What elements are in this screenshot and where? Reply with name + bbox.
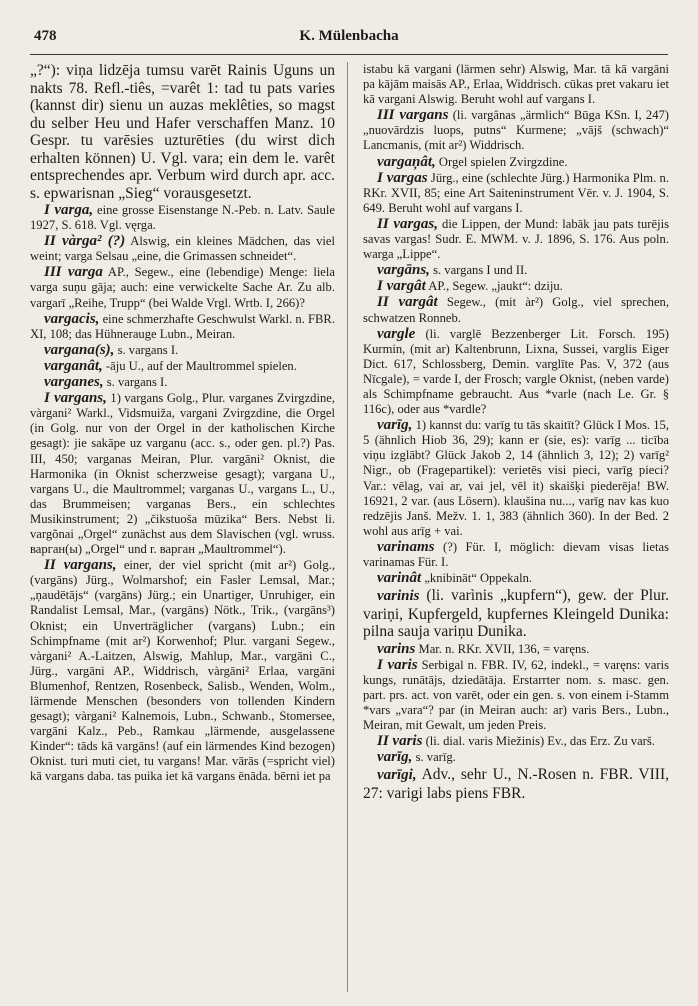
dictionary-entry [363, 263, 669, 278]
dictionary-entry [363, 108, 669, 153]
entry-headword: vargaņât, [377, 153, 436, 170]
dictionary-entry [363, 734, 669, 749]
entry-headword: varīgi, [377, 767, 417, 784]
entry-text: Jürg., eine (schlechte Jürg.) Harmonika Plm. n. RKr. XVII, 85; eine Art Saiteninstrument Vēr. v. J. 1904, S. 649. Beruht wohl auf vargans I. [363, 170, 669, 215]
entry-headword: I vargans, [44, 390, 107, 407]
entry-headword: varganât, [44, 357, 103, 374]
dictionary-entry [363, 155, 669, 170]
entry-text: „knibināt“ Oppekaln. [424, 571, 533, 586]
left-column [30, 62, 335, 992]
entry-headword: varins [377, 640, 416, 657]
dictionary-entry [363, 217, 669, 262]
dictionary-entry [363, 540, 669, 570]
dictionary-entry [363, 279, 669, 294]
entry-text: AP., Segew. „jaukt“: dziju. [428, 279, 563, 294]
entry-text: „?“): viņa lidzēja tumsu varēt Rainis Uguns un nakts 78. Refl.-tiês, =varêt 1: tad tu pats varies (kannst dir) sienu un auzas meklêties, so magst du selber Heu und Hafer verschaffen Manz. 10 Gespr. tu varēsies uzturēties (du wirst dich erhalten können) U. Vgl. vara; ein dem le. varêt entsprechendes apr. Verbum wird durch apr. acc. s. epwarisnan „Sieg“ vorausgesetzt. [30, 62, 335, 202]
dictionary-entry [30, 203, 335, 233]
entry-headword: III varga [44, 264, 103, 281]
entry-headword: vargle [377, 325, 416, 342]
dictionary-entry [363, 171, 669, 216]
entry-headword: II vargas, [377, 215, 438, 232]
entry-text: eine grosse Eisenstange N.-Peb. n. Latv. Saule 1927, S. 618. Vgl. vęrga. [30, 203, 335, 233]
dictionary-entry [363, 418, 669, 539]
entry-headword: I vargât [377, 278, 426, 295]
entry-text: s. vargans I. [106, 375, 168, 390]
entry-headword: varinis [377, 588, 420, 605]
dictionary-entry [30, 312, 335, 342]
entry-text: Segew., (mit àr²) Golg., viel sprechen, schwatzen Ronneb. [363, 295, 669, 325]
page-number: 478 [34, 28, 57, 44]
entry-text: (li. vargânas „ärmlich“ Būga KSn. I, 247) „nuovārdzis luops, putns“ Kurmene; „vājš (schwach)“ Lancmanis, (mit ar²) Widdrisch. [363, 108, 669, 153]
dictionary-entry [30, 343, 335, 358]
dictionary-entry [363, 327, 669, 418]
entry-text: Serbigal n. FBR. IV, 62, indekl., = varęns: varis kungs, runātājs, dziedātāja. Erstarrter nom. s. masc. gen. part. prs. act. von varēt, oder ein gen. s. von einem i-Stamm *vars „vara“? par (in Meiran auch: ar) varis Bers., Lubn., Meiran, mit Gewalt, um jeden Preis. [363, 657, 669, 733]
entry-text: die Lippen, der Mund: labāk jau pats turējis savas vargas! Sudr. E. MWM. v. J. 1896, S. 176. Aus poln. warga „Lippe“. [363, 216, 669, 262]
entry-text: 1) vargans Golg., Plur. varganes Zvirgzdine, vàrgani² Warkl., Vidsmuiža, vargani Zvirgzdine, die Orgel (in Golg. nur von der Orgel in der katholischen Kirche gesagt): jie sakāpe uz varganu (acc. s., oder gen. pl.?) Pas. III, 450; varganas Meiran, Plur. vargāni² Oknist, die Harmonika (in Oknist scherzweise gesagt); vargana U., vargans U., die Maultrommel; varganas U., vargans L., U., das Brummeisen; varganas Bers., ein schlechtes Musikinstrument; 2) „čikstuoša mūzika“ Bers. Nebst li. vargõnai „Orgel“ zunächst aus dem Slavischen (vgl. wruss. варган(ы) „Orgel“ und r. варган „Maultrommel“). [30, 391, 335, 557]
dictionary-entry [363, 295, 669, 325]
entry-headword: vargacis, [44, 310, 100, 327]
dictionary-entry [363, 766, 669, 802]
dictionary-entry [30, 391, 335, 557]
entry-headword: vargana(s), [44, 341, 115, 358]
entry-text: istabu kā vargani (lärmen sehr) Alswig, Mar. tā kā vargāni pa kājām maisās AP., Erlaa, Widdrisch. cūkas pret vakaru iet kā vargani Alswig. Beruht wohl auf vargans I. [363, 62, 669, 107]
running-head: K. Mülenbacha [299, 28, 399, 44]
dictionary-entry [363, 62, 669, 107]
dictionary-entry [30, 265, 335, 310]
entry-headword: varganes, [44, 374, 104, 391]
entry-headword: varīg, [377, 749, 413, 766]
entry-text: Alswig, ein kleines Mädchen, das viel weint; varga Selsau „eine, die Grimassen schneidet“. [30, 234, 335, 264]
entry-text: s. varīg. [415, 750, 456, 765]
entry-headword: vargāns, [377, 262, 430, 279]
right-column [363, 62, 669, 992]
entry-text: eine schmerzhafte Geschwulst Warkl. n. FBR. XI, 108; das Hühnerauge Lubn., Meiran. [30, 311, 335, 341]
entry-headword: II varis [377, 733, 423, 750]
entry-headword: I varis [377, 656, 418, 673]
dictionary-entry [30, 558, 335, 784]
dictionary-entry [363, 587, 669, 641]
entry-headword: III vargans [377, 107, 449, 124]
entry-text: 1) kannst du: varīg tu tās skaitīt? Glück I Mos. 15, 5 (ähnlich Hiob 36, 29); kann er (sie, es): varīg ... ticība viņu izglābt? Glück Jakob 2, 14 (ähnlich 3, 12); 2) varīg² Nigr., ob (Fragepartikel): verietēs visi pieci, varīg pieci? Var.: vēlag, vai ar, vai jel, vēl it) skaišķi piederēja! BW. 16921, 2 var. (aus Lösern). klaušina nu..., varīg nav kas kuo redzējis Janš. Mežv. 1. 1, 383 (ähnlich 360). In der Bed. 2 wohl aus arīg + vai. [363, 418, 669, 538]
page-header [30, 28, 668, 50]
entry-text: (li. varìnis „kupfern“), gew. der Plur. variņi, Kupfergeld, kupfernes Kleingeld Dunika: pilna sauja variņu Dunika. [363, 587, 669, 641]
dictionary-entry [30, 62, 335, 202]
entry-headword: I vargas [377, 169, 428, 186]
dictionary-entry [363, 642, 669, 657]
dictionary-entry [363, 658, 669, 733]
entry-headword: II vargans, [44, 557, 117, 574]
entry-text: (?) Für. I, möglich: dievam visas lietas varinamas Für. I. [363, 539, 669, 569]
dictionary-entry [363, 571, 669, 586]
entry-text: einer, der viel spricht (mit ar²) Golg., (vargāns) Jürg., Wolmarshof; ein Fasler Lemsal, Mar.; „ņaudētājs“ (vargāns) Jürg.; ein Unartiger, Unruhiger, ein Randalist Lemsal, Mar., (vargāns) Nötk., Trik., (vargāns³) Oknist; ein Unverträglicher (vargans) Lubn.; ein Schimpfname (mit ar²) Korwenhof; Plur. vargani Segew., vàrgani² A.-Laitzen, Alswig, Mahlup, Mar., vargāni C., Jürg., vargāni AP., Widdrisch, vàrgāni² Erlaa, vargāni Blumenhof, Rentzen, Rosenbeck, Salisb., Wenden, Wolm., lärmende Menschen (besonders von tollenden Kindern gesagt); vàrgani² Kalnemois, Lubn., Schwanb., Stomersee, vargāni Kalz., Peb., Ramkau „lärmende, ausgelassene Kinder“: tāds kā vargāns! (auf ein lärmendes Kind bezogen) Oknist. turi muti ciet, tu vargans! Mar. vārās (=spricht viel) kā vargans daba. tas puika iet kā vargans ēnāda. bērni iet pa [30, 558, 335, 784]
entry-text: (li. varglē Bezzenberger Lit. Forsch. 195) Kurmin, (mit ar) Kaltenbrunn, Lixna, Sussei, varglis Eiger Dict. 617, Schlossberg, Demin. varglīte Pas. V, 372 (aus Nīcgale), = varde I, der Frosch; vargle Oknist, (neben varde) als Schimpfname gebraucht. Aus *varle (nach Le. Gr. § 116c), oder aus *vardle? [363, 326, 669, 417]
entry-headword: I varga, [44, 202, 94, 218]
entry-headword: varinât [377, 570, 422, 587]
entry-text: Mar. n. RKr. XVII, 136, = varęns. [418, 641, 590, 656]
dictionary-entry [30, 375, 335, 390]
entry-text: Adv., sehr U., N.-Rosen n. FBR. VIII, 27: varigi labs piens FBR. [363, 766, 669, 802]
entry-headword: II vàrga² (?) [44, 233, 126, 250]
header-rule [30, 54, 668, 55]
entry-text: s. vargans I. [117, 342, 179, 357]
entry-headword: varīg, [377, 417, 413, 434]
entry-headword: varinams [377, 538, 435, 555]
column-divider [347, 62, 348, 992]
entry-headword: II vargât [377, 294, 438, 311]
dictionary-entry [30, 234, 335, 264]
entry-text: Orgel spielen Zvirgzdine. [438, 154, 568, 169]
entry-text: AP., Segew., eine (lebendige) Menge: liela varga suņu gāja; auch: eine verwickelte Sache Ar. Zu alb. vargarī „Reihe, Trupp“ (bei Walde Vrgl. Wrtb. I, 266)? [30, 265, 335, 310]
entry-text: -āju U., auf der Maultrommel spielen. [105, 358, 297, 373]
entry-text: (li. dial. varis Miežinis) Ev., das Erz. Zu varš. [425, 734, 655, 749]
dictionary-entry [363, 750, 669, 765]
entry-text: s. vargans I und II. [433, 263, 528, 278]
dictionary-entry [30, 359, 335, 374]
